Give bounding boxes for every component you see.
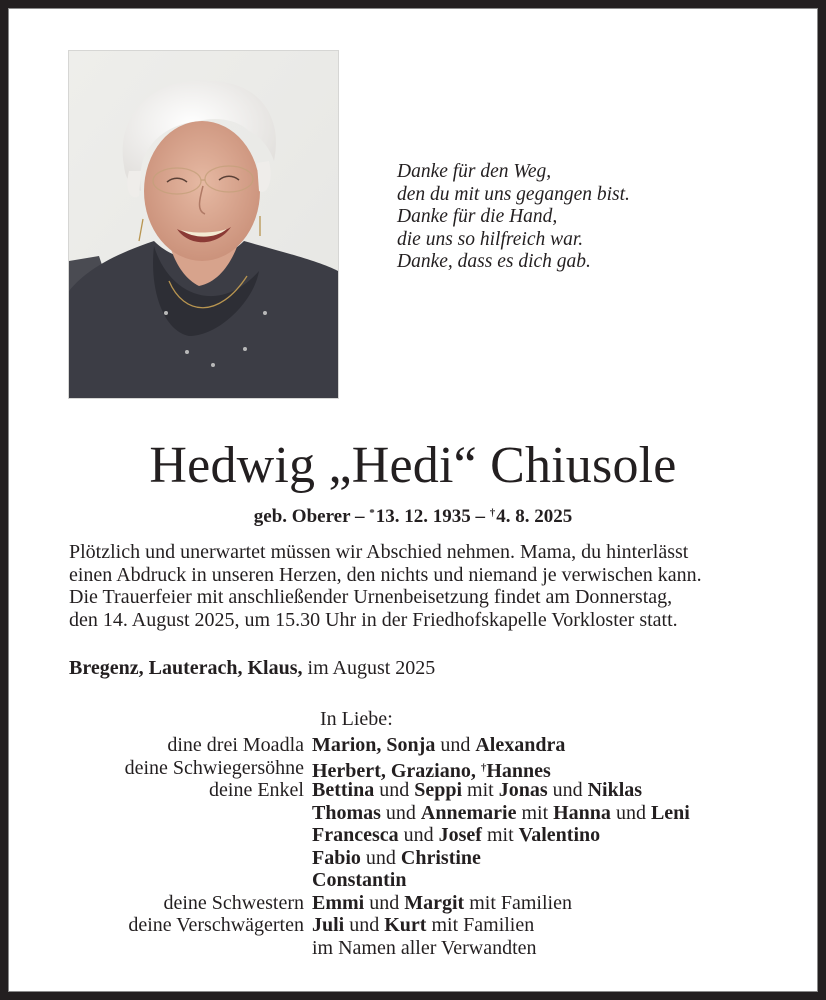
family-relation: deine Verschwägerten: [128, 914, 304, 936]
location-places: Bregenz, Lauterach, Klaus,: [69, 657, 303, 679]
family-connector-text: mit Familien: [426, 914, 535, 936]
announcement-line: Plötzlich und unerwartet müssen wir Abschied nehmen. Mama, du hinterlässt: [69, 541, 689, 563]
family-connector-text: und: [344, 914, 385, 936]
family-names: [312, 824, 600, 847]
family-connector-text: mit: [462, 779, 499, 801]
family-row: [8, 914, 818, 937]
family-member-name: Annemarie: [420, 801, 517, 824]
family-row: [8, 734, 818, 757]
family-relation: [8, 824, 312, 847]
poem-line: Danke für den Weg,: [397, 161, 552, 182]
family-member-name: Alexandra: [475, 734, 566, 756]
family-relation: [8, 869, 312, 892]
family-row: [8, 847, 818, 870]
announcement-text: [69, 541, 761, 632]
family-names: [312, 802, 690, 825]
family-member-name: Jonas: [498, 779, 548, 801]
family-names: [312, 734, 565, 757]
family-names: [312, 892, 572, 915]
family-connector-text: und: [398, 824, 439, 846]
obituary-page: [8, 8, 818, 992]
death-date: 4. 8. 2025: [496, 506, 573, 527]
family-relation: deine Enkel: [209, 779, 304, 801]
family-connector-text: und: [435, 734, 476, 756]
family-relation: [8, 937, 312, 960]
location-line: [69, 656, 435, 680]
poem: [397, 161, 630, 274]
family-member-name: Niklas: [587, 779, 643, 801]
family-member-name: Leni: [650, 801, 690, 824]
poem-line: die uns so hilfreich war.: [397, 228, 584, 250]
family-member-name: Juli: [312, 914, 345, 936]
family-member-name: Francesca: [312, 824, 399, 846]
family-connector-text: und: [380, 801, 421, 824]
separator: –: [350, 506, 370, 527]
separator: –: [470, 506, 490, 527]
announcement-line: einen Abdruck in unseren Herzen, den nichts und niemand je verwischen kann.: [69, 563, 702, 586]
death-cross-icon: †: [489, 507, 496, 519]
announcement-line: den 14. August 2025, um 15.30 Uhr in der Friedhofskapelle Vorkloster statt.: [69, 609, 678, 632]
family-member-name: Valentino: [518, 824, 601, 846]
family-row: [8, 937, 818, 960]
birth-name: Oberer: [291, 506, 351, 527]
family-relation: dine drei Moadla: [167, 734, 304, 756]
family-member-name: Hannes: [486, 759, 551, 782]
announcement-line: Die Trauerfeier mit anschließender Urnenbeisetzung findet am Donnerstag,: [69, 586, 673, 609]
family-relation: [8, 802, 312, 825]
poem-line: Danke, dass es dich gab.: [397, 251, 591, 273]
in-love-label: In Liebe:: [320, 708, 393, 730]
family-relation: [8, 847, 312, 870]
family-list: [8, 734, 818, 959]
family-row: [8, 779, 818, 802]
deceased-name: Hedwig „Hedi“ Chiusole: [149, 437, 677, 494]
deceased-cross-icon: †: [480, 761, 487, 774]
family-member-name: Thomas: [312, 801, 381, 824]
birth-date: 13. 12. 1935: [375, 506, 471, 527]
family-names: [312, 869, 406, 892]
portrait-photo: [69, 51, 338, 398]
family-connector-text: mit Familien: [464, 891, 572, 914]
portrait-image-icon: [69, 51, 338, 398]
family-member-name: Kurt: [384, 914, 427, 936]
family-connector-text: und: [364, 891, 405, 914]
family-member-name: Constantin: [312, 869, 407, 891]
family-names: [312, 847, 481, 870]
family-connector-text: und: [610, 801, 651, 824]
family-member-name: Josef: [438, 824, 482, 846]
family-names: [312, 779, 642, 802]
family-member-name: Fabio: [312, 846, 361, 869]
birth-star-icon: *: [369, 507, 375, 519]
family-connector-text: mit: [516, 801, 554, 824]
life-dates: [8, 501, 818, 529]
family-member-name: Marion, Sonja: [312, 734, 436, 756]
family-names: [312, 937, 537, 960]
family-relation: deine Schwiegersöhne: [124, 756, 304, 779]
family-member-name: Bettina: [312, 779, 375, 801]
family-connector-text: und: [360, 846, 401, 869]
poem-line: den du mit uns gegangen bist.: [397, 183, 630, 205]
family-row: [8, 802, 818, 825]
family-member-name: Margit: [404, 891, 465, 914]
family-row: [8, 757, 818, 780]
family-relation: deine Schwestern: [163, 891, 304, 914]
family-connector-text: und: [374, 779, 415, 801]
poem-line: Danke für die Hand,: [397, 206, 558, 228]
family-connector-text: mit: [481, 824, 519, 846]
family-names: [312, 757, 551, 780]
family-row: [8, 824, 818, 847]
birth-name-prefix: geb.: [253, 506, 288, 527]
family-member-name: Christine: [400, 846, 481, 869]
family-connector-text: und: [547, 779, 588, 801]
family-row: [8, 869, 818, 892]
family-member-name: Herbert, Graziano,: [312, 759, 481, 782]
family-row: [8, 892, 818, 915]
family-member-name: Emmi: [312, 891, 365, 914]
location-date: im August 2025: [302, 657, 436, 679]
family-member-name: Hanna: [553, 801, 611, 824]
family-member-name: Seppi: [414, 779, 463, 801]
family-connector-text: im Namen aller Verwandten: [312, 936, 537, 959]
family-names: [312, 914, 534, 937]
